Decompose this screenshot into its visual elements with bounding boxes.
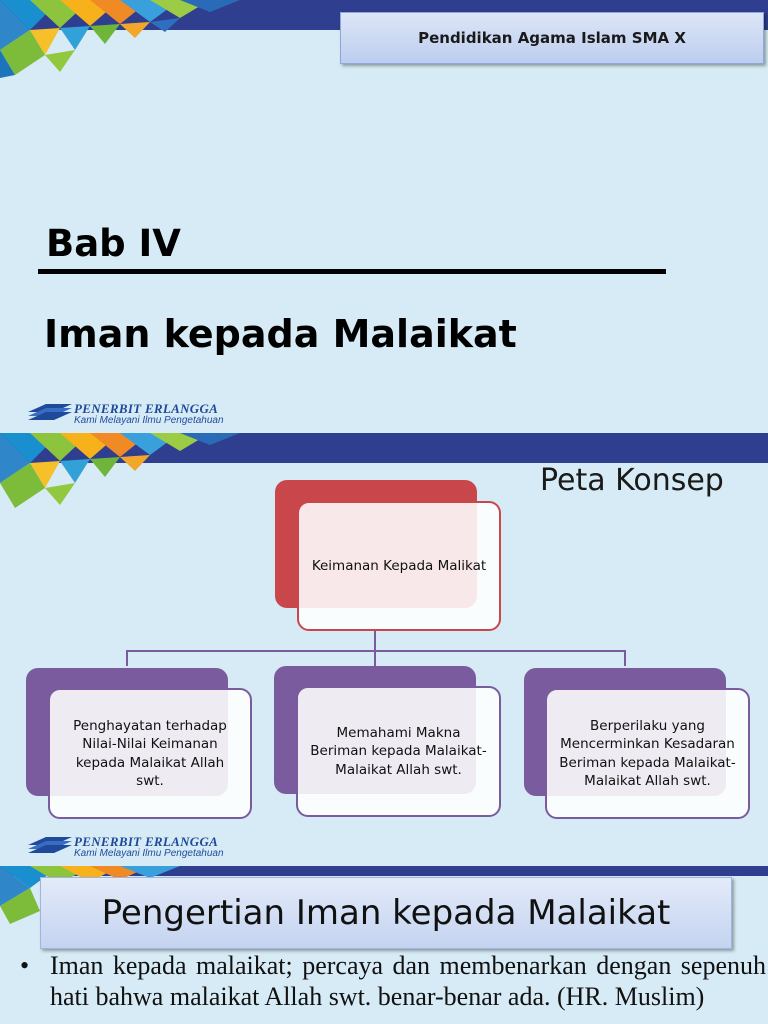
section-title: Pengertian Iman kepada Malaikat	[40, 877, 732, 949]
concept-map-title: Peta Konsep	[540, 463, 724, 498]
root-node-label: Keimanan Kepada Malikat	[311, 557, 487, 574]
publisher-tagline: Kami Melayani Ilmu Pengetahuan	[74, 848, 224, 859]
root-node	[297, 501, 501, 631]
child-node-2-label: Memahami Makna Beriman kepada Malaikat-Malaikat Allah swt.	[310, 725, 487, 778]
child-node-1	[48, 688, 252, 819]
publisher-name: PENERBIT ERLANGGA	[74, 834, 219, 849]
publisher-name: PENERBIT ERLANGGA	[74, 401, 219, 416]
bullet-marker: •	[20, 951, 30, 980]
publisher-logo	[28, 402, 268, 430]
child-node-2	[296, 686, 501, 817]
child-node-3-label: Berperilaku yang Mencerminkan Kesadaran Beriman kepada Malaikat-Malaikat Allah swt.	[559, 718, 736, 789]
child-node-3	[545, 688, 750, 819]
course-header: Pendidikan Agama Islam SMA X	[340, 12, 764, 64]
slide-title	[0, 0, 768, 432]
slide-concept-map	[0, 433, 768, 865]
bullet-text: Iman kepada malaikat; percaya dan membenarkan dengan sepenuh hati bahwa malaikat Allah swt. benar-benar ada. (HR. Muslim)	[50, 951, 766, 1011]
publisher-tagline: Kami Melayani Ilmu Pengetahuan	[74, 415, 224, 426]
child-node-1-label: Penghayatan terhadap Nilai-Nilai Keimanan kepada Malaikat Allah swt.	[73, 718, 227, 789]
erlangga-logo-icon	[28, 402, 72, 422]
slide-definition	[0, 866, 768, 1024]
connector-left	[126, 650, 128, 666]
publisher-logo	[28, 835, 268, 863]
erlangga-logo-icon	[28, 835, 72, 855]
title-divider	[38, 269, 666, 274]
connector-vertical	[374, 631, 376, 651]
mosaic-decoration	[0, 433, 240, 513]
connector-right	[624, 650, 626, 666]
connector-middle	[374, 650, 376, 666]
connector-horizontal	[126, 650, 626, 652]
chapter-title: Iman kepada Malaikat	[44, 312, 517, 356]
chapter-label: Bab IV	[46, 222, 181, 265]
mosaic-decoration	[0, 0, 240, 80]
